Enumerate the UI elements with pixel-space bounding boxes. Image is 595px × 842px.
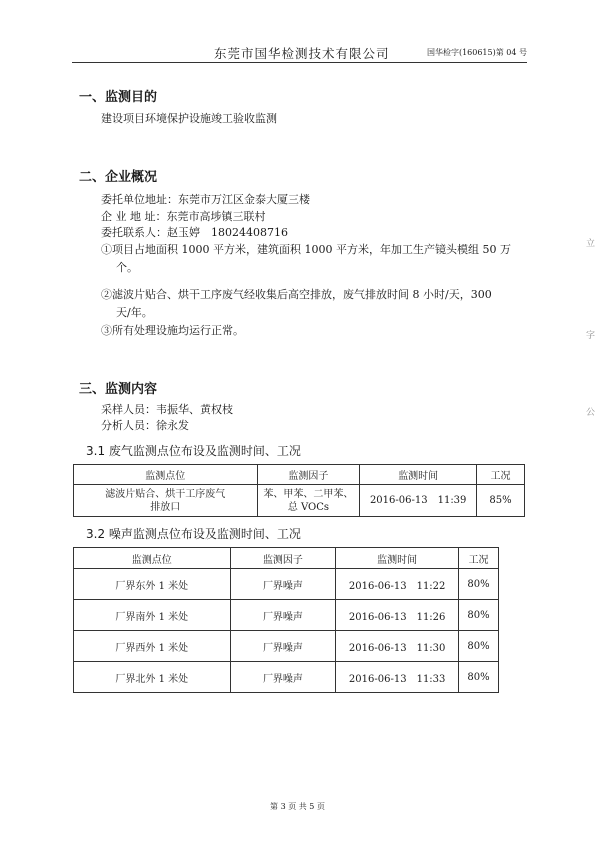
monitoring-point-cell: 厂界西外 1 米处 (74, 631, 231, 662)
margin-mark: 字 (585, 331, 595, 341)
factor-line: 苯、甲苯、二甲苯、 (263, 488, 354, 500)
section-1-title: 一、监测目的 (79, 90, 158, 105)
working-condition-cell: 80% (459, 662, 499, 693)
client-address: 委托单位地址：东莞市万江区金泰大厦三楼 (101, 193, 310, 206)
section-3-title: 三、监测内容 (79, 382, 158, 397)
monitoring-time-cell: 2016-06-13 11:30 (336, 631, 459, 662)
document-number: 国华检字(160615)第 04 号 (426, 48, 527, 57)
table-row (74, 631, 499, 662)
overview-item-2-line-2: 天/年。 (116, 306, 153, 319)
noise-monitoring-table (73, 547, 499, 693)
overview-item-1-line-2: 个。 (116, 261, 138, 274)
monitoring-factor-cell: 厂界噪声 (230, 569, 336, 600)
monitoring-time-cell: 2016-06-13 11:33 (336, 662, 459, 693)
column-header: 工况 (459, 548, 499, 569)
overview-item-1-line-1: ①项目占地面积 1000 平方米，建筑面积 1000 平方米，年加工生产镜头模组 50 万 (101, 243, 511, 256)
working-condition-cell: 80% (459, 631, 499, 662)
table-row (74, 569, 499, 600)
sampler-names: 采样人员：韦振华、黄权枝 (101, 403, 233, 416)
monitoring-factor-cell: 厂界噪声 (230, 662, 336, 693)
table-row (74, 600, 499, 631)
company-address: 企 业 地 址：东莞市高埗镇三联村 (101, 210, 266, 223)
monitoring-time-cell: 2016-06-13 11:22 (336, 569, 459, 600)
client-contact: 委托联系人：赵玉婷 18024408716 (101, 226, 288, 239)
column-header: 监测因子 (257, 465, 360, 485)
exhaust-monitoring-table (73, 464, 525, 517)
table-row (74, 662, 499, 693)
monitoring-factor-cell (257, 485, 360, 517)
analyst-name: 分析人员：徐永发 (101, 419, 189, 432)
working-condition-cell: 85% (477, 485, 525, 517)
page-header (72, 40, 527, 63)
margin-mark: 公 (585, 408, 595, 418)
factor-line: 总 VOCs (287, 501, 330, 513)
monitoring-time-cell: 2016-06-13 11:39 (360, 485, 477, 517)
working-condition-cell: 80% (459, 569, 499, 600)
overview-item-2-line-1: ②滤波片贴合、烘干工序废气经收集后高空排放，废气排放时间 8 小时/天，300 (101, 288, 492, 301)
table-row (74, 485, 525, 517)
monitoring-factor-cell: 厂界噪声 (230, 631, 336, 662)
section-2-title: 二、企业概况 (79, 170, 158, 185)
column-header: 工况 (477, 465, 525, 485)
monitoring-point-cell: 厂界东外 1 米处 (74, 569, 231, 600)
monitoring-point-cell (74, 485, 258, 517)
margin-mark: 立 (585, 239, 595, 249)
monitoring-point-cell: 厂界南外 1 米处 (74, 600, 231, 631)
subsection-3-1-title: 3.1 废气监测点位布设及监测时间、工况 (86, 444, 301, 458)
company-name: 东莞市国华检测技术有限公司 (214, 46, 390, 61)
column-header: 监测时间 (336, 548, 459, 569)
overview-item-3: ③所有处理设施均运行正常。 (101, 324, 244, 337)
table-header-row (74, 465, 525, 485)
column-header: 监测点位 (74, 548, 231, 569)
point-line: 排放口 (150, 501, 181, 513)
column-header: 监测因子 (230, 548, 336, 569)
monitoring-factor-cell: 厂界噪声 (230, 600, 336, 631)
monitoring-point-cell: 厂界北外 1 米处 (74, 662, 231, 693)
working-condition-cell: 80% (459, 600, 499, 631)
page-number: 第 3 页 共 5 页 (270, 802, 325, 811)
column-header: 监测时间 (360, 465, 477, 485)
subsection-3-2-title: 3.2 噪声监测点位布设及监测时间、工况 (86, 527, 301, 541)
monitoring-time-cell: 2016-06-13 11:26 (336, 600, 459, 631)
column-header: 监测点位 (74, 465, 258, 485)
table-header-row (74, 548, 499, 569)
point-line: 滤波片贴合、烘干工序废气 (105, 488, 226, 500)
monitoring-purpose-text: 建设项目环境保护设施竣工验收监测 (101, 112, 277, 125)
